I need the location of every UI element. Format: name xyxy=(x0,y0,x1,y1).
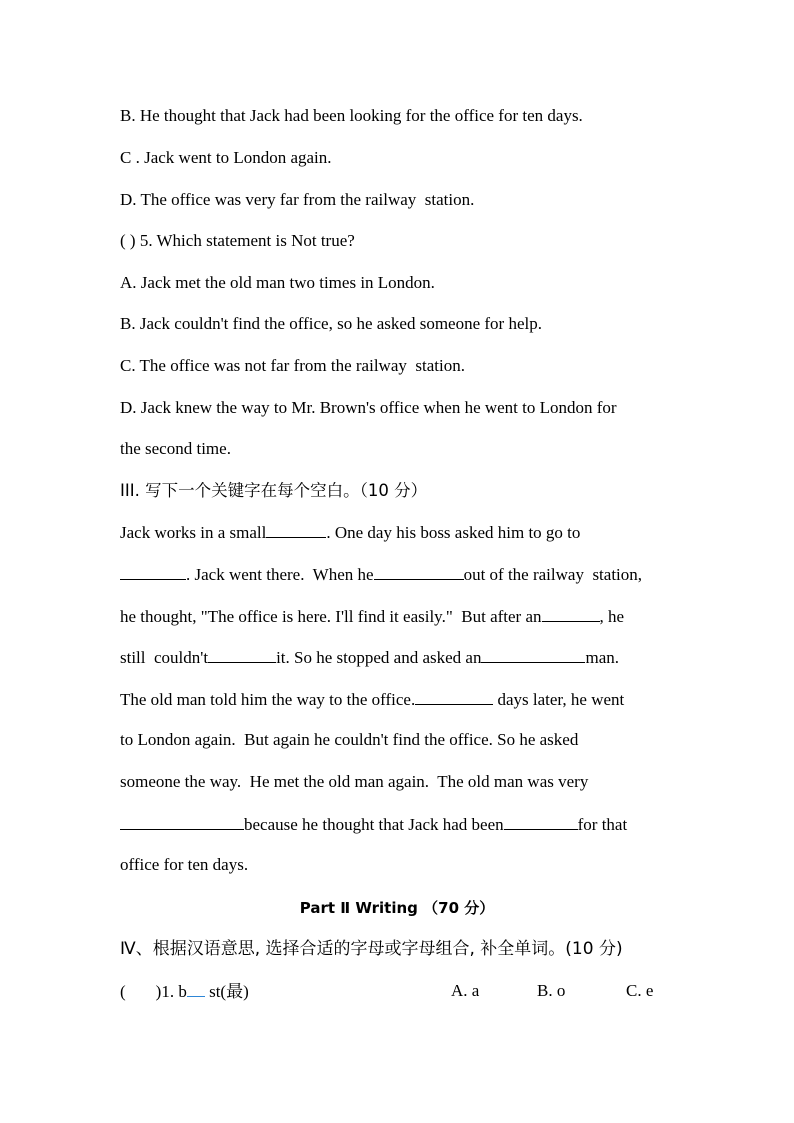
q5-option-c: C. The office was not far from the railway station. xyxy=(120,356,465,375)
passage-line-9: office for ten days. xyxy=(120,855,249,874)
option-b[interactable]: B. o xyxy=(537,981,566,1000)
option-a[interactable]: A. a xyxy=(451,981,480,1000)
blank-1[interactable] xyxy=(266,520,326,538)
passage-line-6: to London again. But again he couldn't find the office. So he asked xyxy=(120,730,579,749)
passage-line-8: because he thought that Jack had been for that xyxy=(120,812,627,837)
blank-3[interactable] xyxy=(374,562,464,580)
passage-line-7: someone the way. He met the old man again. The old man was very xyxy=(120,772,589,791)
q5-option-d-cont: the second time. xyxy=(120,439,231,458)
blank-5[interactable] xyxy=(208,645,276,663)
q4-option-b: B. He thought that Jack had been looking for the office for ten days. xyxy=(120,106,583,125)
section4-question-1: ( )1. b st(最) xyxy=(120,979,249,1004)
option-c[interactable]: C. e xyxy=(626,981,654,1000)
blank-9[interactable] xyxy=(504,812,578,830)
passage-line-2: . Jack went there. When he out of the railway station, xyxy=(120,562,642,587)
passage-line-4: still couldn't it. So he stopped and asked an man. xyxy=(120,645,619,670)
part-2-title: Part Ⅱ Writing （70 分） xyxy=(299,899,495,917)
q5-option-a: A. Jack met the old man two times in London. xyxy=(120,273,435,292)
blank-6[interactable] xyxy=(481,645,585,663)
section4-heading: Ⅳ、根据汉语意思, 选择合适的字母或字母组合, 补全单词。(10 分) xyxy=(120,939,623,959)
passage-line-1: Jack works in a small . One day his boss asked him to go to xyxy=(120,520,580,545)
q4-option-c: C . Jack went to London again. xyxy=(120,148,332,167)
blank-2[interactable] xyxy=(120,562,186,580)
blank-7[interactable] xyxy=(415,687,493,705)
blank-8[interactable] xyxy=(120,812,244,830)
q5-stem: ( ) 5. Which statement is Not true? xyxy=(120,231,355,250)
q5-option-b: B. Jack couldn't find the office, so he asked someone for help. xyxy=(120,314,542,333)
letter-blank[interactable] xyxy=(187,979,205,997)
passage-line-3: he thought, "The office is here. I'll find it easily." But after an , he xyxy=(120,604,624,629)
section3-heading: III. 写下一个关键字在每个空白。（10 分） xyxy=(120,481,428,500)
q5-option-d: D. Jack knew the way to Mr. Brown's office when he went to London for xyxy=(120,398,617,417)
blank-4[interactable] xyxy=(542,604,600,622)
q4-option-d: D. The office was very far from the railway station. xyxy=(120,190,475,209)
passage-line-5: The old man told him the way to the office. days later, he went xyxy=(120,687,624,712)
